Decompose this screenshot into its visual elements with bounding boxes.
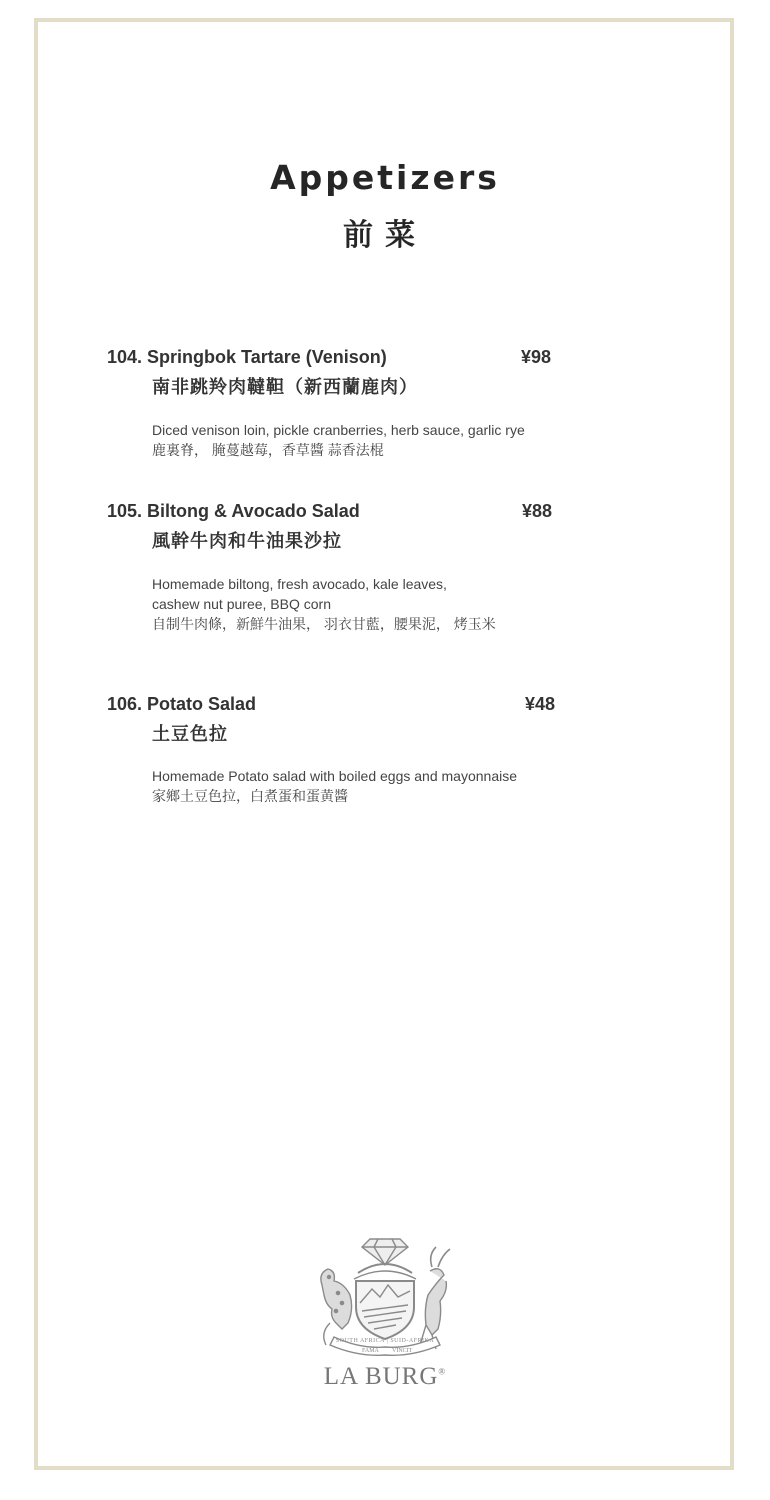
item-price: ¥48 bbox=[525, 694, 556, 714]
brand-text: LA BURG bbox=[323, 1363, 439, 1390]
item-price: ¥98 bbox=[521, 347, 552, 367]
item-description: Homemade biltong, fresh avocado, kale leaves, bbox=[152, 576, 447, 592]
item-name: 106. Potato Salad bbox=[107, 694, 257, 714]
motto-right: VINCIT bbox=[392, 1348, 413, 1354]
item-description: Diced venison loin, pickle cranberries, herb sauce, garlic rye bbox=[152, 422, 525, 438]
section-title-zh: 前菜 bbox=[343, 219, 427, 252]
brand-name bbox=[0, 1363, 770, 1391]
trademark-mark: ® bbox=[438, 1366, 447, 1377]
item-price: ¥88 bbox=[522, 501, 553, 521]
item-description-zh: 家鄉土豆色拉，白煮蛋和蛋黄醬 bbox=[152, 788, 348, 804]
logo-subtitle: SOUTH AFRICA | SUID-AFRIKA bbox=[335, 1338, 435, 1344]
item-name: 105. Biltong & Avocado Salad bbox=[107, 501, 360, 521]
item-description-zh: 鹿裏脊， 腌蔓越莓，香草醬 蒜香法棍 bbox=[152, 442, 384, 458]
section-title-en: Appetizers bbox=[270, 158, 500, 197]
item-name-zh: 風幹牛肉和牛油果沙拉 bbox=[152, 531, 342, 551]
item-name: 104. Springbok Tartare (Venison) bbox=[107, 347, 387, 367]
item-description: cashew nut puree, BBQ corn bbox=[152, 596, 331, 612]
motto-left: FAMA bbox=[362, 1348, 379, 1354]
item-description: Homemade Potato salad with boiled eggs and mayonnaise bbox=[152, 768, 518, 784]
item-description-zh: 自制牛肉條，新鮮牛油果， 羽衣甘藍，腰果泥， 烤玉米 bbox=[152, 616, 496, 632]
item-name-zh: 土豆色拉 bbox=[152, 724, 228, 744]
item-name-zh: 南非跳羚肉韃靼（新西蘭鹿肉） bbox=[152, 377, 418, 397]
